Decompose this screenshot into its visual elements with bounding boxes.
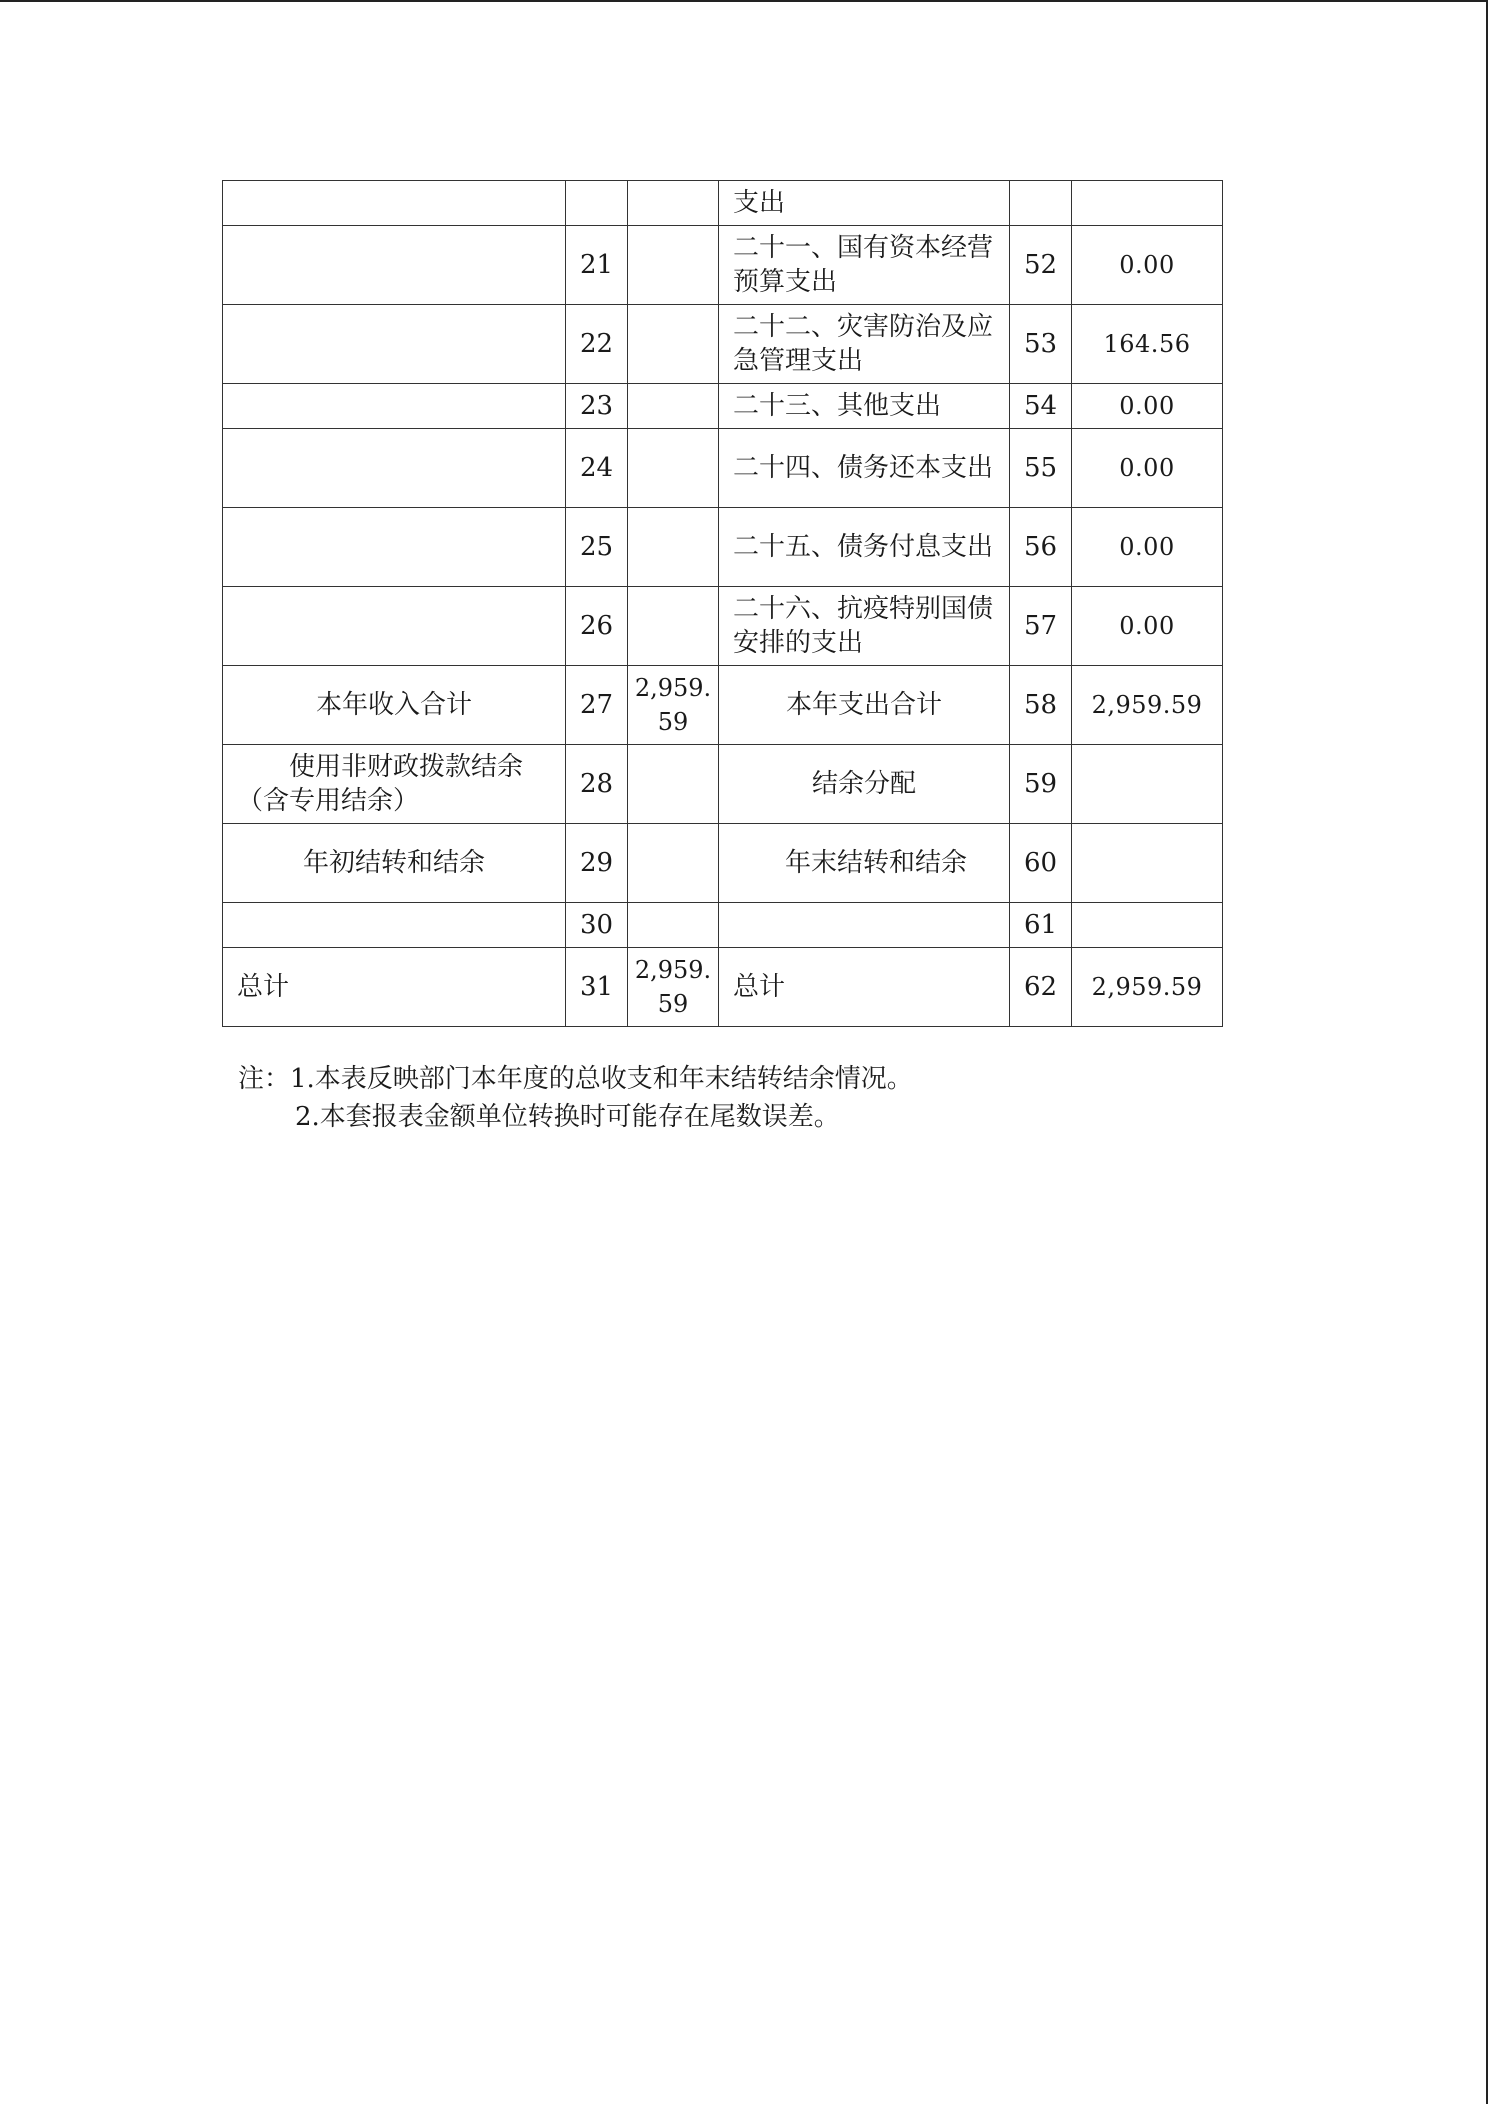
note-line-1: 注：1.本表反映部门本年度的总收支和年末结转结余情况。 bbox=[238, 1064, 913, 1094]
income-amount-cell bbox=[628, 745, 719, 824]
table-row bbox=[223, 429, 1223, 508]
table-row bbox=[223, 508, 1223, 587]
income-row-number: 31 bbox=[566, 948, 628, 1027]
expense-row-number: 57 bbox=[1010, 587, 1072, 666]
income-row-number: 30 bbox=[566, 903, 628, 948]
expense-row-number: 55 bbox=[1010, 429, 1072, 508]
income-amount-cell bbox=[628, 429, 719, 508]
income-row-number: 22 bbox=[566, 305, 628, 384]
expense-amount-cell bbox=[1072, 181, 1223, 226]
income-grand-total-amount: 2,959.59 bbox=[628, 948, 719, 1027]
income-row-number: 26 bbox=[566, 587, 628, 666]
expense-item-cell: 二十四、债务还本支出 bbox=[719, 429, 1010, 508]
expense-row-number: 54 bbox=[1010, 384, 1072, 429]
expense-item-cell: 支出 bbox=[719, 181, 1010, 226]
table-row bbox=[223, 384, 1223, 429]
income-item-cell bbox=[223, 384, 566, 429]
income-total-label: 本年收入合计 bbox=[223, 666, 566, 745]
expense-amount-cell bbox=[1072, 745, 1223, 824]
income-item-cell bbox=[223, 508, 566, 587]
income-row-number: 24 bbox=[566, 429, 628, 508]
income-amount-cell bbox=[628, 903, 719, 948]
table-row bbox=[223, 305, 1223, 384]
income-row-number: 21 bbox=[566, 226, 628, 305]
expense-total-amount: 2,959.59 bbox=[1072, 666, 1223, 745]
table-row bbox=[223, 824, 1223, 903]
expense-row-number: 53 bbox=[1010, 305, 1072, 384]
income-row-number: 28 bbox=[566, 745, 628, 824]
expense-row-number bbox=[1010, 181, 1072, 226]
expense-amount-cell: 0.00 bbox=[1072, 384, 1223, 429]
table-row bbox=[223, 587, 1223, 666]
expense-item-cell bbox=[719, 903, 1010, 948]
expense-row-number: 60 bbox=[1010, 824, 1072, 903]
note-line-2: 2.本套报表金额单位转换时可能存在尾数误差。 bbox=[295, 1102, 840, 1132]
income-amount-cell bbox=[628, 824, 719, 903]
expense-amount-cell bbox=[1072, 824, 1223, 903]
expense-item-cell: 二十六、抗疫特别国债安排的支出 bbox=[719, 587, 1010, 666]
expense-amount-cell: 0.00 bbox=[1072, 587, 1223, 666]
table-row bbox=[223, 181, 1223, 226]
expense-row-number: 59 bbox=[1010, 745, 1072, 824]
table-notes bbox=[238, 1060, 913, 1136]
income-amount-cell bbox=[628, 181, 719, 226]
expense-grand-total-amount: 2,959.59 bbox=[1072, 948, 1223, 1027]
income-amount-cell bbox=[628, 508, 719, 587]
expense-amount-cell: 0.00 bbox=[1072, 429, 1223, 508]
income-expenditure-table bbox=[222, 180, 1223, 1027]
income-item-cell bbox=[223, 181, 566, 226]
expense-item-cell: 二十五、债务付息支出 bbox=[719, 508, 1010, 587]
expense-amount-cell bbox=[1072, 903, 1223, 948]
table-row bbox=[223, 948, 1223, 1027]
income-amount-cell bbox=[628, 384, 719, 429]
non-fiscal-balance-label: 使用非财政拨款结余（含专用结余） bbox=[223, 745, 566, 824]
expense-amount-cell: 0.00 bbox=[1072, 508, 1223, 587]
table-row bbox=[223, 903, 1223, 948]
opening-balance-label: 年初结转和结余 bbox=[223, 824, 566, 903]
income-row-number: 27 bbox=[566, 666, 628, 745]
expense-item-cell: 二十二、灾害防治及应急管理支出 bbox=[719, 305, 1010, 384]
income-item-cell bbox=[223, 903, 566, 948]
expense-total-label: 本年支出合计 bbox=[719, 666, 1010, 745]
closing-balance-label: 年末结转和结余 bbox=[719, 824, 1010, 903]
expense-row-number: 61 bbox=[1010, 903, 1072, 948]
income-item-cell bbox=[223, 305, 566, 384]
expense-amount-cell: 0.00 bbox=[1072, 226, 1223, 305]
expense-row-number: 56 bbox=[1010, 508, 1072, 587]
expense-item-cell: 二十三、其他支出 bbox=[719, 384, 1010, 429]
page-top-edge bbox=[0, 0, 1488, 2]
income-total-amount: 2,959.59 bbox=[628, 666, 719, 745]
expense-amount-cell: 164.56 bbox=[1072, 305, 1223, 384]
table-row bbox=[223, 666, 1223, 745]
income-amount-cell bbox=[628, 305, 719, 384]
balance-distribution-label: 结余分配 bbox=[719, 745, 1010, 824]
expense-row-number: 58 bbox=[1010, 666, 1072, 745]
expense-grand-total-label: 总计 bbox=[719, 948, 1010, 1027]
income-item-cell bbox=[223, 226, 566, 305]
table-row bbox=[223, 745, 1223, 824]
income-item-cell bbox=[223, 429, 566, 508]
income-row-number bbox=[566, 181, 628, 226]
income-row-number: 23 bbox=[566, 384, 628, 429]
expense-row-number: 62 bbox=[1010, 948, 1072, 1027]
expense-item-cell: 二十一、国有资本经营预算支出 bbox=[719, 226, 1010, 305]
income-item-cell bbox=[223, 587, 566, 666]
income-row-number: 29 bbox=[566, 824, 628, 903]
income-amount-cell bbox=[628, 587, 719, 666]
income-amount-cell bbox=[628, 226, 719, 305]
expense-row-number: 52 bbox=[1010, 226, 1072, 305]
table-row bbox=[223, 226, 1223, 305]
income-grand-total-label: 总计 bbox=[223, 948, 566, 1027]
income-row-number: 25 bbox=[566, 508, 628, 587]
